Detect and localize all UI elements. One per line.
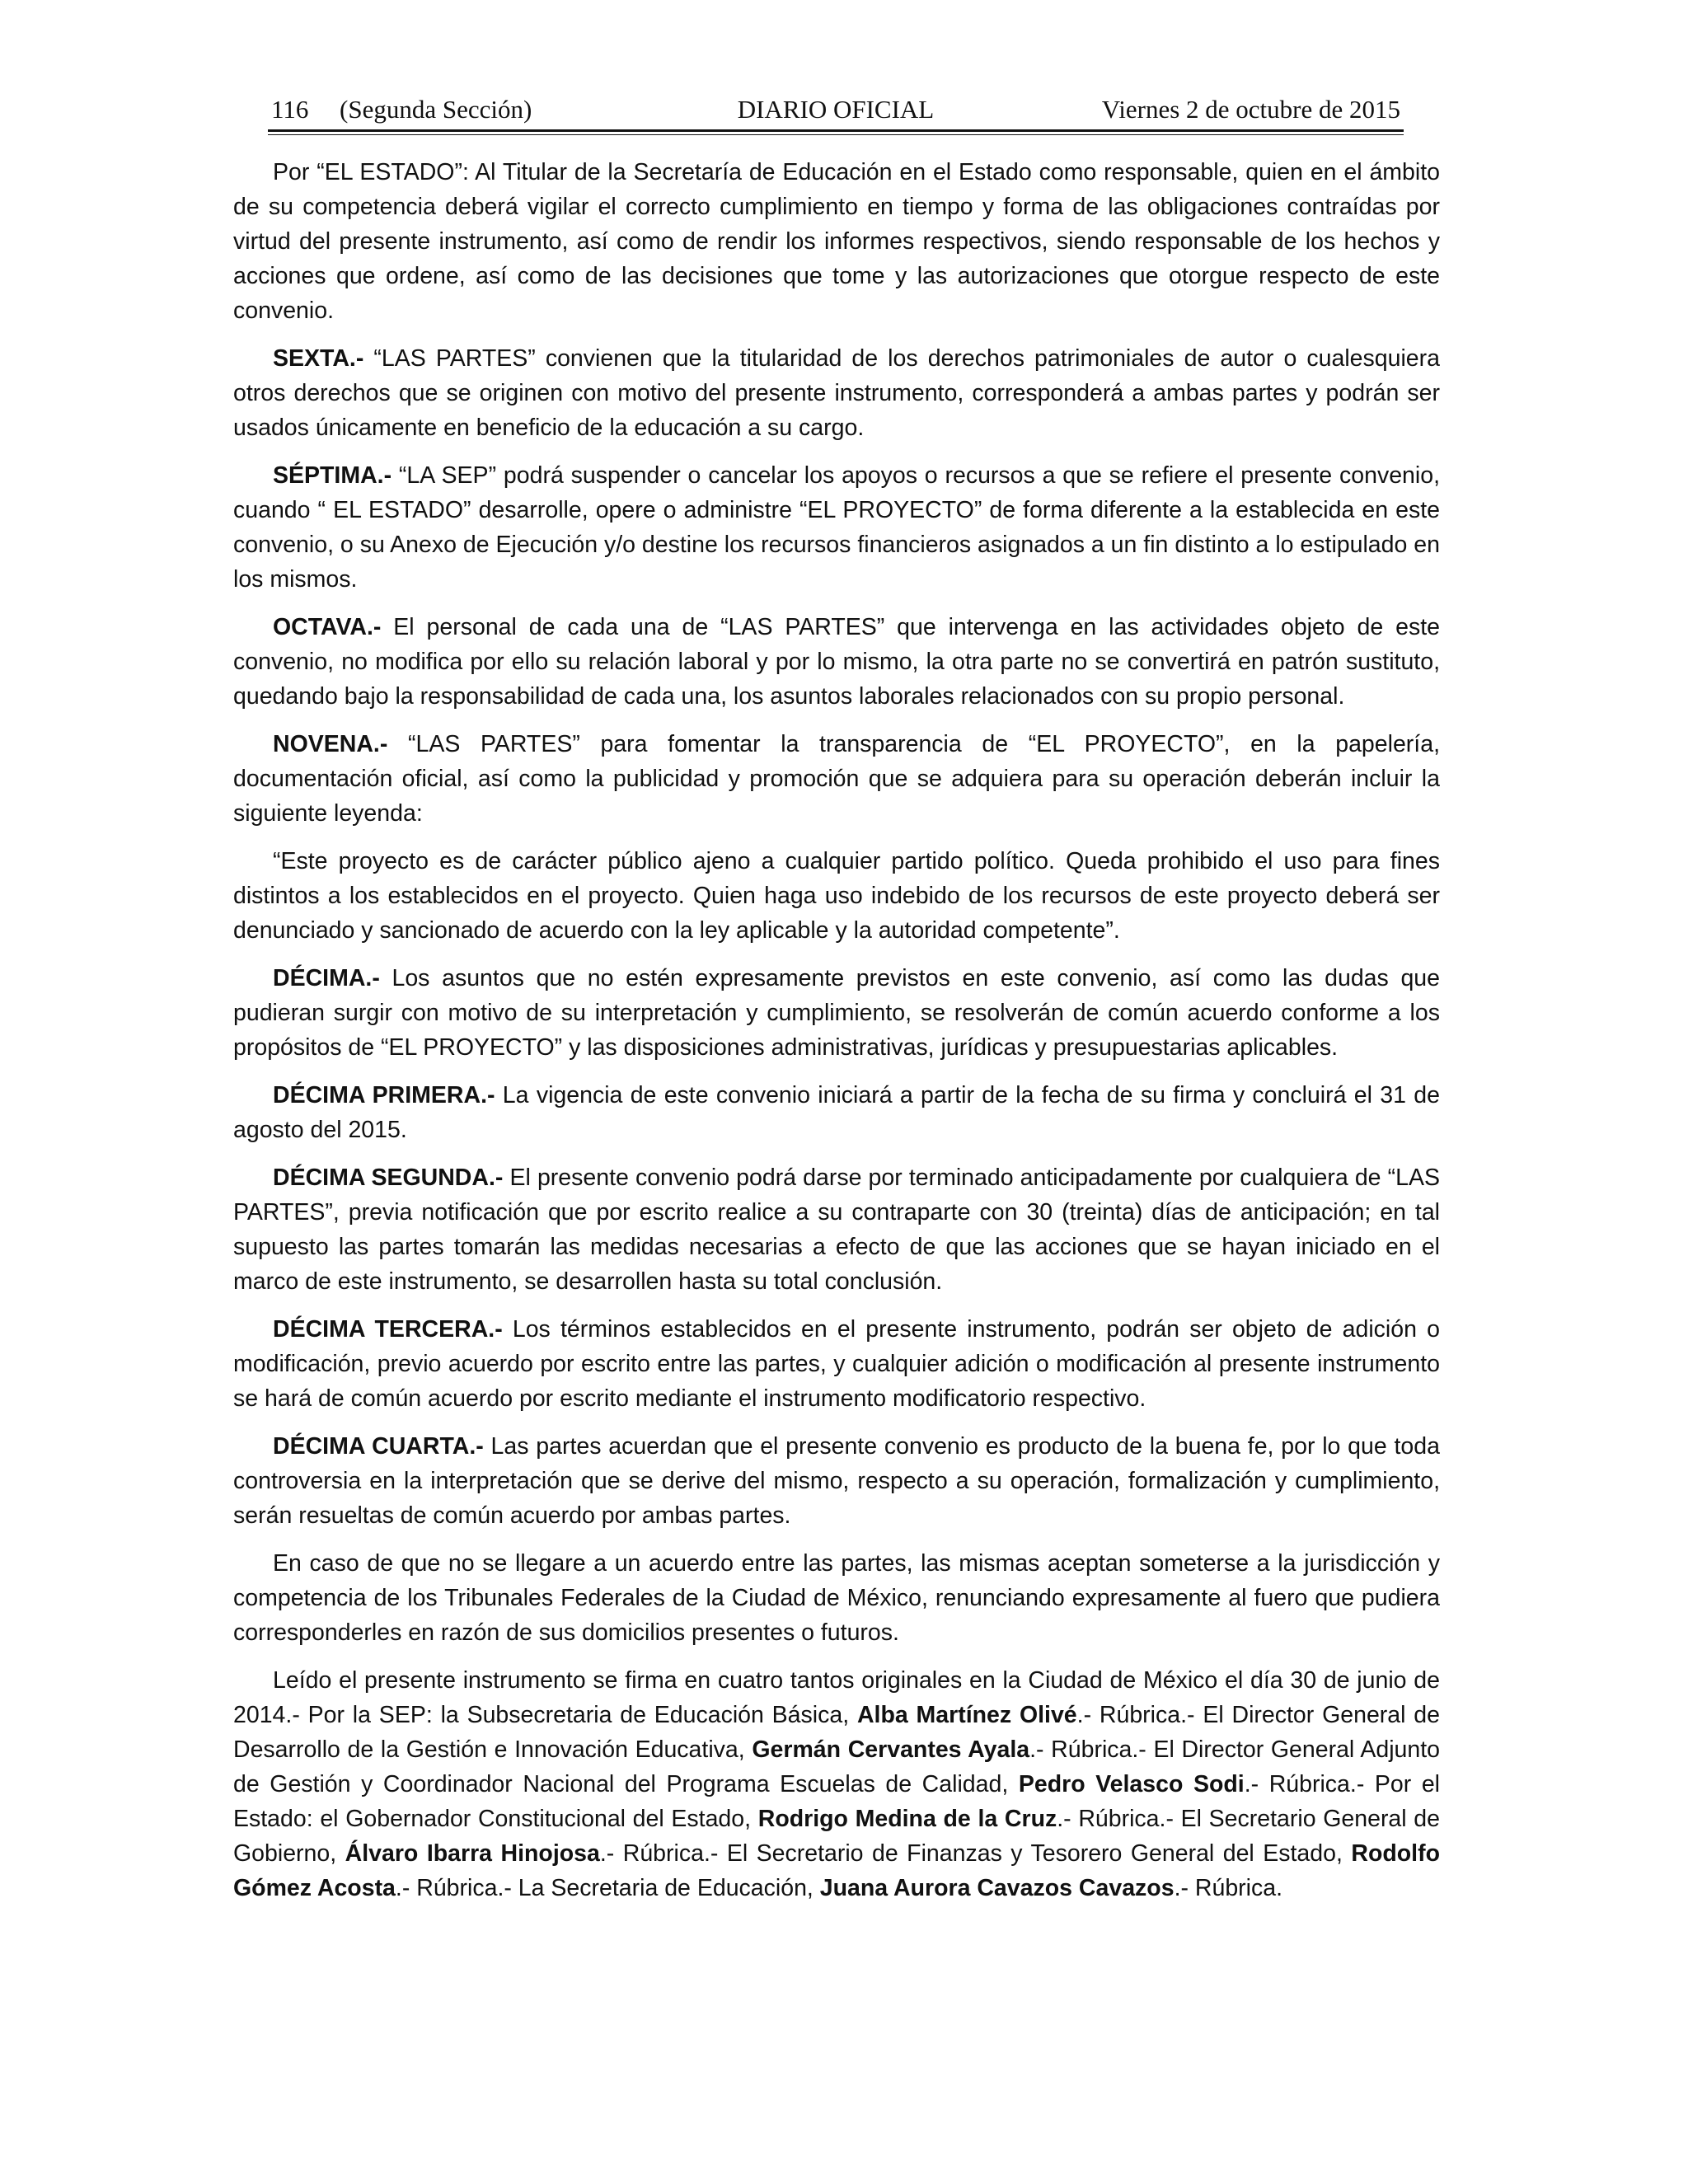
clause-decima-segunda — [233, 1160, 1440, 1299]
clause-text: Las partes acuerdan que el presente convenio es producto de la buena fe, por lo que toda controversia en la interpretación que se derive del mismo, respecto a su operación, formalización y cumplimiento, serán resueltas de común acuerdo por ambas partes. — [233, 1433, 1440, 1529]
closing-signatures — [233, 1663, 1440, 1905]
clause-heading: SEXTA.- — [273, 345, 364, 372]
paragraph-jurisdiction — [233, 1546, 1440, 1650]
clause-text: Los términos establecidos en el presente instrumento, podrán ser objeto de adición o modificación, previo acuerdo por escrito entre las partes, y cualquier adición o modificación al presente instrumento se hará de común acuerdo por escrito mediante el instrumento modificatorio respectivo. — [233, 1316, 1440, 1412]
paragraph-text: En caso de que no se llegare a un acuerdo entre las partes, las mismas aceptan someterse a la jurisdicción y competencia de los Tribunales Federales de la Ciudad de México, renunciando expresamente al fuero que pudiera corresponderles en razón de sus domicilios presentes o futuros. — [233, 1550, 1440, 1646]
clause-septima — [233, 458, 1440, 597]
clause-decima — [233, 961, 1440, 1065]
closing-text: Leído el presente instrumento se firma en cuatro tantos originales en la Ciudad de México el día 30 de junio de 2014.- Por la SEP: la Subsecretaria de Educación Básica, — [233, 1667, 1440, 1728]
signatory-name: Alba Martínez Olivé — [856, 1702, 1077, 1728]
issue-date: Viernes 2 de octubre de 2015 — [1101, 95, 1400, 124]
journal-title: DIARIO OFICIAL — [737, 95, 935, 124]
clause-text: La vigencia de este convenio iniciará a partir de la fecha de su firma y concluirá el 31 de agosto del 2015. — [233, 1082, 1440, 1143]
closing-text: .- Rúbrica.- El Director General Adjunto de Gestión y Coordinador Nacional del Programa Escuelas de Calidad, — [233, 1736, 1440, 1797]
signatory-name: Germán Cervantes Ayala — [752, 1736, 1030, 1763]
clause-heading: DÉCIMA SEGUNDA.- — [273, 1165, 504, 1191]
clause-decima-tercera — [233, 1312, 1440, 1416]
clause-text: “LAS PARTES” convienen que la titularidad de los derechos patrimoniales de autor o cualesquiera otros derechos que se originen con motivo del presente instrumento, corresponderá a ambas partes y podrán ser usados únicamente en beneficio de la educación a su cargo. — [233, 345, 1440, 441]
clause-text: El personal de cada una de “LAS PARTES” que intervenga en las actividades objeto de este convenio, no modifica por ello su relación laboral y por lo mismo, la otra parte no se convertirá en patrón sustituto, quedando bajo la responsabilidad de cada una, los asuntos laborales relacionados con su propio personal. — [233, 614, 1440, 710]
clause-decima-primera — [233, 1078, 1440, 1147]
clause-novena — [233, 727, 1440, 831]
clause-text: Los asuntos que no estén expresamente previstos en este convenio, así como las dudas que pudieran surgir con motivo de su interpretación y cumplimiento, se resolverán de común acuerdo conforme a los propósitos de “EL PROYECTO” y las disposiciones administrativas, jurídicas y presupuestarias aplicables. — [233, 965, 1440, 1061]
paragraph-estado-responsable — [233, 155, 1440, 328]
closing-text: .- Rúbrica.- El Director General de Desarrollo de la Gestión e Innovación Educativa, — [233, 1702, 1440, 1763]
clause-heading: DÉCIMA PRIMERA.- — [273, 1082, 495, 1108]
page-header — [268, 92, 1404, 127]
clause-decima-cuarta — [233, 1429, 1440, 1533]
section-label: (Segunda Sección) — [340, 95, 532, 124]
closing-text: .- Rúbrica.- Por el Estado: el Gobernador Constitucional del Estado, — [233, 1771, 1441, 1832]
legend-quote — [233, 844, 1440, 948]
clause-heading: SÉPTIMA.- — [273, 462, 392, 489]
clause-heading: DÉCIMA.- — [273, 965, 380, 991]
clause-heading: DÉCIMA TERCERA.- — [273, 1316, 503, 1343]
signatory-name: Juana Aurora Cavazos Cavazos — [819, 1875, 1175, 1901]
clause-octava — [233, 610, 1440, 714]
signatory-name: Álvaro Ibarra Hinojosa — [345, 1840, 600, 1867]
quote-text: “Este proyecto es de carácter público ajeno a cualquier partido político. Queda prohibido el uso para fines distintos a los establecidos en el proyecto. Quien haga uso indebido de los recursos de este proyecto deberá ser denunciado y sancionado de acuerdo con la ley aplicable y la autoridad competente”. — [233, 848, 1440, 944]
clause-heading: DÉCIMA CUARTA.- — [273, 1433, 484, 1460]
header-rule-thin — [268, 134, 1404, 135]
signatory-name: Rodrigo Medina de la Cruz — [757, 1806, 1057, 1832]
closing-text: .- Rúbrica. — [1174, 1875, 1283, 1901]
signatory-name: Pedro Velasco Sodi — [1018, 1771, 1245, 1797]
page-number: 116 — [271, 95, 309, 124]
clause-text: “LA SEP” podrá suspender o cancelar los apoyos o recursos a que se refiere el presente convenio, cuando “ EL ESTADO” desarrolle, opere o administre “EL PROYECTO” de forma diferente a la establecida en este convenio, o su Anexo de Ejecución y/o destine los recursos financieros asignados a un fin distinto a lo estipulado en los mismos. — [233, 462, 1440, 593]
clause-text: “LAS PARTES” para fomentar la transparencia de “EL PROYECTO”, en la papelería, documentación oficial, así como la publicidad y promoción que se adquiera para su operación deberán incluir la siguiente leyenda: — [233, 731, 1440, 827]
paragraph-text: Por “EL ESTADO”: Al Titular de la Secretaría de Educación en el Estado como responsable, quien en el ámbito de su competencia deberá vigilar el correcto cumplimiento en tiempo y forma de las obligaciones contraídas por virtud del presente instrumento, así como de rendir los informes respectivos, siendo responsable de los hechos y acciones que ordene, así como de las decisiones que tome y las autorizaciones que otorgue respecto de este convenio. — [233, 159, 1440, 324]
document-body — [233, 155, 1440, 1919]
closing-text: .- Rúbrica.- La Secretaria de Educación, — [395, 1875, 820, 1901]
header-rule-thick — [268, 129, 1404, 132]
clause-heading: NOVENA.- — [273, 731, 388, 757]
signatory-name: Rodolfo Gómez Acosta — [233, 1840, 1441, 1901]
clause-text: El presente convenio podrá darse por terminado anticipadamente por cualquiera de “LAS PARTES”, previa notificación que por escrito realice a su contraparte con 30 (treinta) días de anticipación; en tal supuesto las partes tomarán las medidas necesarias a efecto de que las acciones que se hayan iniciado en el marco de este instrumento, se desarrollen hasta su total conclusión. — [233, 1165, 1440, 1295]
clause-heading: OCTAVA.- — [273, 614, 382, 640]
clause-sexta — [233, 341, 1440, 445]
closing-text: .- Rúbrica.- El Secretario General de Gobierno, — [233, 1806, 1440, 1867]
closing-text: .- Rúbrica.- El Secretario de Finanzas y Tesorero General del Estado, — [599, 1840, 1352, 1867]
